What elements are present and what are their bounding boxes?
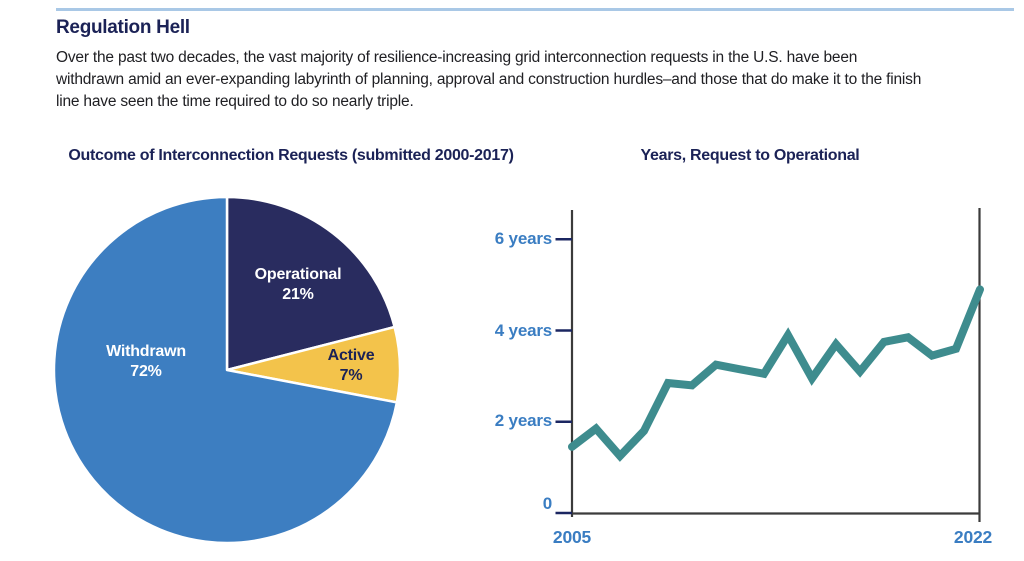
- y-tick-label-4-years: 4 years: [494, 321, 552, 340]
- pie-label-operational: [255, 265, 342, 305]
- x-tick-label-2005: 2005: [552, 527, 592, 547]
- intro-line-1: Over the past two decades, the vast majority of resilience-increasing grid interconnection requests in the U.S. have been: [56, 49, 858, 66]
- y-tick-label-2-years: 2 years: [494, 411, 552, 430]
- x-tick-label-2022: 2022: [953, 527, 993, 547]
- line-chart: [556, 208, 981, 522]
- y-tick-label-0: 0: [542, 494, 552, 513]
- pie-label-operational-name: Operational: [254, 266, 342, 283]
- pie-label-operational-value: 21%: [282, 286, 314, 303]
- line-chart-title: Years, Request to Operational: [640, 147, 860, 164]
- pie-label-active: [328, 346, 375, 386]
- pie-label-withdrawn-name: Withdrawn: [106, 343, 186, 360]
- pie-label-active-value: 7%: [339, 367, 363, 384]
- intro-line-2: withdrawn amid an ever-expanding labyrinth of planning, approval and construction hurdles–and those that do make it to the finish: [56, 71, 922, 88]
- data-line-years-to-operational: [572, 289, 980, 456]
- intro-line-3: line have seen the time required to do so nearly triple.: [56, 93, 414, 110]
- pie-label-withdrawn: [106, 342, 186, 382]
- pie-label-withdrawn-value: 72%: [130, 363, 162, 380]
- page-title: Regulation Hell: [56, 17, 190, 38]
- pie-label-active-name: Active: [327, 347, 375, 364]
- y-tick-label-6-years: 6 years: [494, 229, 552, 248]
- pie-chart-title: Outcome of Interconnection Requests (submitted 2000-2017): [68, 147, 514, 164]
